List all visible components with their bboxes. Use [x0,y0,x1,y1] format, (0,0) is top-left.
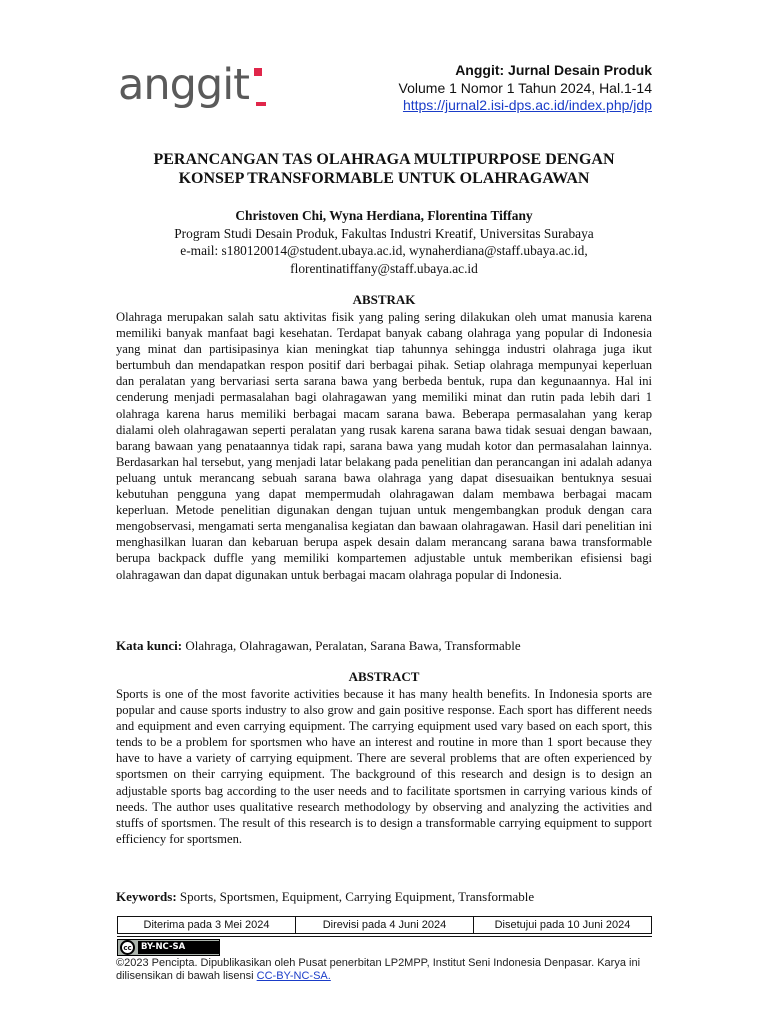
date-accepted: Disetujui pada 10 Juni 2024 [494,919,631,931]
date-revised: Direvisi pada 4 Juni 2024 [296,917,474,933]
license-link[interactable]: CC-BY-NC-SA. [256,970,331,982]
journal-url-link[interactable]: https://jurnal2.isi-dps.ac.id/index.php/jdp [402,97,652,113]
submission-dates [117,916,652,934]
abstrak-body: Olahraga merupakan salah satu aktivitas fisik yang paling sering dilakukan oleh umat manusia karena memiliki banyak manfaat bagi kesehatan. Terdapat banyak cabang olahraga yang popular di Indonesia yang minat dan partisipasinya kian meningkat tiap tahunnya sehingga industri olahraga juga ikut bertumbuh dan mendapatkan respon positif dari berbagai pihak. Setiap olahraga mempunyai keperluan dan peralatan yang bervariasi serta sarana bawa yang berbeda bentuk, rupa dan kegunaannya. Hal ini cenderung menjadi permasalahan bagi olahragawan yang memiliki minat dan rutin pada lebih dari 1 olahraga karena harus memiliki berbagai macam sarana bawa. Beberapa permasalahan yang kerap dialami oleh olahragawan seperti peralatan yang rusak karena sarana bawa tidak sesuai dengan bawaan, barang bawaan yang penataannya tidak rapi, sarana bawa yang mudah kotor dan permasalahan lainnya. Berdasarkan hal tersebut, yang menjadi latar belakang pada penelitian dan perancangan ini adalah adanya peluang untuk merancang sebuah sarana bawa olahraga yang dapat disesuaikan bentuknya sesuai kebutuhan pengguna yang dapat mempermudah olahragawan dalam membawa berbagai macam keperluan. Metode penelitian digunakan dengan tujuan untuk mengembangkan produk dengan cara mengobservasi, mengamati serta menganalisa kegiatan dan bawaan olahragawan. Hasil dari penelitian ini menghasilkan luaran dan kebaruan berupa aspek desain dalam merancang sarana bawa transformable berupa backpack duffle yang memiliki kompartemen adjustable untuk memberikan efisiensi bagi olahragawan dan dapat digunakan untuk berbagai macam olahraga popular di Indonesia. [116,310,652,582]
divider [117,936,652,937]
license-text [116,957,654,983]
cc-icon: cc [120,940,135,955]
author-names: Christoven Chi, Wyna Herdiana, Florentina Tiffany [235,208,533,223]
journal-name: Anggit: Jurnal Desain Produk [455,62,652,78]
abstract-heading: ABSTRACT [348,669,420,684]
author-affiliation: Program Studi Desain Produk, Fakultas Industri Kreatif, Universitas Surabaya [174,225,594,241]
journal-volume: Volume 1 Nomor 1 Tahun 2024, Hal.1-14 [398,80,652,96]
title-line-1: PERANCANGAN TAS OLAHRAGA MULTIPURPOSE DENGAN [153,151,615,168]
title-line-2: KONSEP TRANSFORMABLE UNTUK OLAHRAGAWAN [178,170,590,187]
date-received: Diterima pada 3 Mei 2024 [118,917,296,933]
license-statement: ©2023 Pencipta. Dipublikasikan oleh Pusat penerbitan LP2MPP, Institut Seni Indonesia Denpasar. Karya ini dilisensikan di bawah lisensi [116,957,641,982]
cc-license-badge[interactable] [117,939,220,956]
paper-title [116,150,652,188]
author-block [116,207,652,277]
keywords [116,889,652,905]
keywords-values: Sports, Sportsmen, Equipment, Carrying Equipment, Transformable [176,889,535,904]
kata-kunci-values: Olahraga, Olahragawan, Peralatan, Sarana Bawa, Transformable [182,638,521,653]
author-email-line-2: florentinatiffany@staff.ubaya.ac.id [290,260,478,276]
kata-kunci-label: Kata kunci: [116,638,183,653]
journal-info [399,62,652,114]
by-nc-sa-icon: BY-NC-SA [138,941,219,954]
author-email-line-1: e-mail: s180120014@student.ubaya.ac.id, wynaherdiana@staff.ubaya.ac.id, [180,243,588,258]
abstract-body: Sports is one of the most favorite activities because it has many health benefits. In Indonesia sports are popular and cause sports industry to also grow and gain positive response. Each sport has different needs and equipment and even carrying equipment. The carrying equipment used vary based on each sport, this tends to be a problem for sportsmen who have an interest and routine in more than 1 sport because they have to have a variety of carrying equipment. There are several problems that are often experienced by sportsmen on their carrying equipment. The background of this research and design is to design an adjustable sports bag according to the user needs and to facilitate sportsmen in carrying various kinds of needs. The author uses qualitative research methodology by observing and analyzing the activities and stuffs of sportsmen. The result of this research is to design a transformable carrying equipment to support efficiency for sportsmen. [116,687,652,846]
logo-accent-dot [254,68,262,76]
journal-logo [118,62,249,110]
keywords-label: Keywords: [116,889,177,904]
logo-text: anggit [118,60,249,110]
abstrak-heading: ABSTRAK [352,292,416,307]
logo-accent-bar [256,102,266,106]
kata-kunci [116,638,652,654]
